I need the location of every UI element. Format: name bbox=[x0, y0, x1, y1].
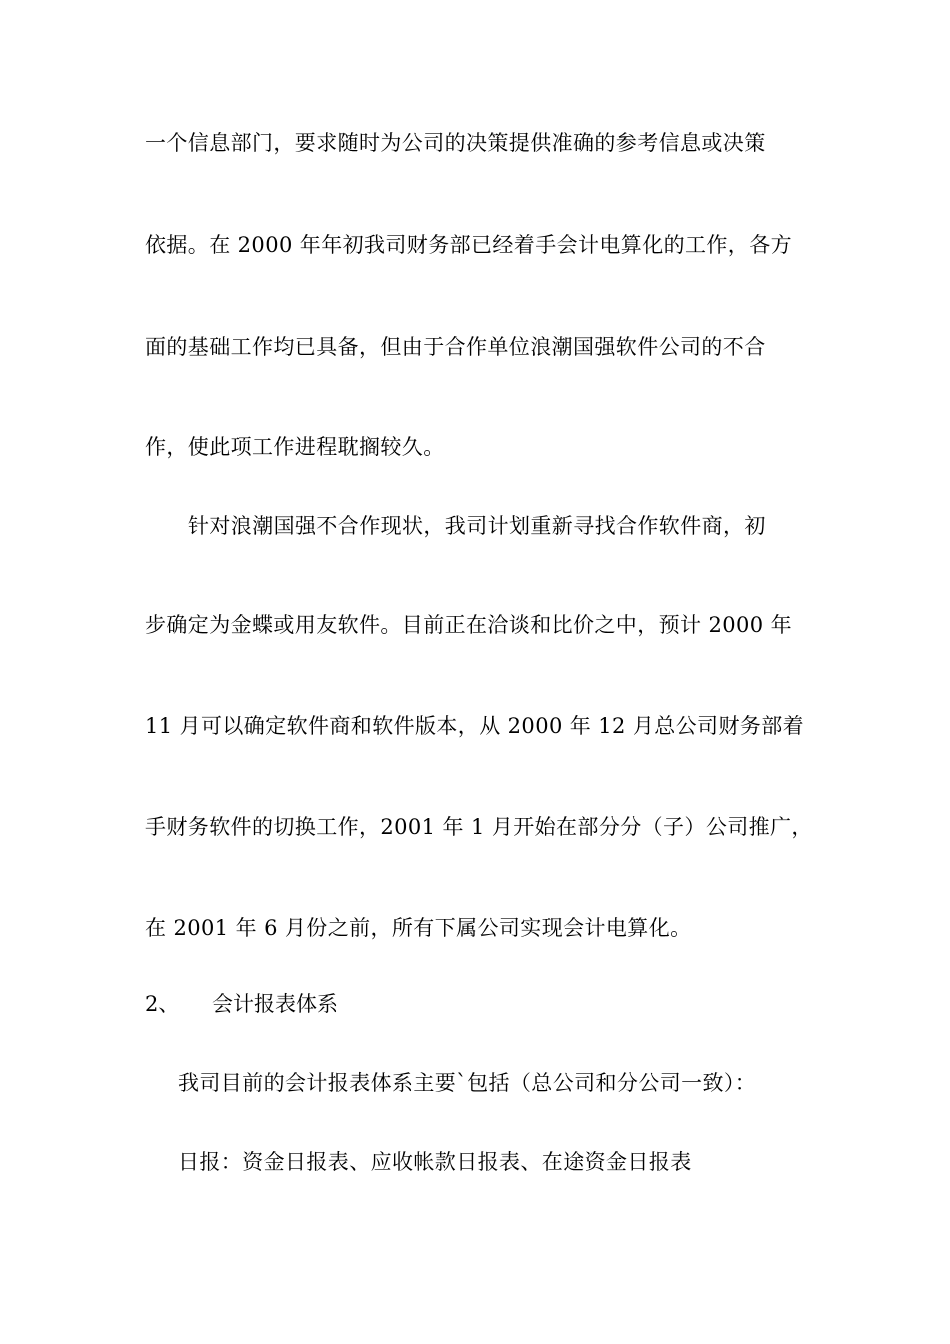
section-title: 会计报表体系 bbox=[212, 992, 338, 1016]
section-number: 2、 bbox=[145, 992, 180, 1016]
paragraph-2-line-2: 步确定为金蝶或用友软件。目前正在洽谈和比价之中，预计 2000 年 bbox=[145, 613, 792, 637]
paragraph-2-line-4: 手财务软件的切换工作，2001 年 1 月开始在部分分（子）公司推广， bbox=[145, 815, 813, 839]
paragraph-1-line-1: 一个信息部门，要求随时为公司的决策提供准确的参考信息或决策 bbox=[145, 131, 766, 155]
paragraph-2-line-3: 11 月可以确定软件商和软件版本，从 2000 年 12 月总公司财务部着 bbox=[145, 714, 805, 738]
paragraph-4: 日报：资金日报表、应收帐款日报表、在途资金日报表 bbox=[178, 1150, 692, 1174]
paragraph-1-line-3: 面的基础工作均已具备，但由于合作单位浪潮国强软件公司的不合 bbox=[145, 335, 766, 359]
paragraph-3: 我司目前的会计报表体系主要`包括（总公司和分公司一致）： bbox=[178, 1071, 757, 1095]
paragraph-2-line-5: 在 2001 年 6 月份之前，所有下属公司实现会计电算化。 bbox=[145, 916, 692, 940]
paragraph-1-line-2: 依据。在 2000 年年初我司财务部已经着手会计电算化的工作，各方 bbox=[145, 233, 792, 257]
paragraph-2-line-1: 针对浪潮国强不合作现状，我司计划重新寻找合作软件商，初 bbox=[188, 514, 766, 538]
paragraph-1-line-4: 作，使此项工作进程耽搁较久。 bbox=[145, 435, 445, 459]
